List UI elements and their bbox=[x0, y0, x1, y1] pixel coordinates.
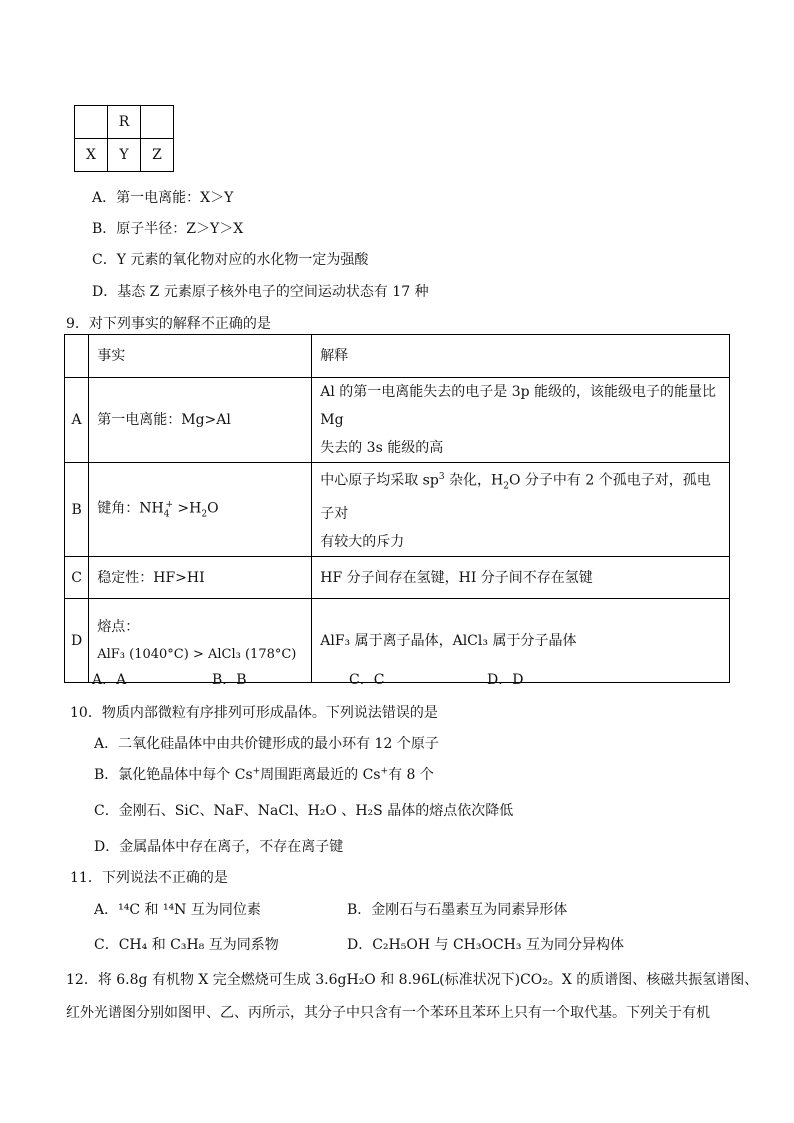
row-explain bbox=[312, 463, 730, 557]
fact-title: 熔点： bbox=[97, 618, 140, 635]
q9-choice-d: D．D bbox=[487, 672, 524, 688]
q9-choice-b: B．B bbox=[212, 672, 247, 688]
fact-text: >H bbox=[172, 500, 202, 517]
grid-cell-z: Z bbox=[141, 139, 174, 172]
q9-table bbox=[64, 334, 730, 683]
q12-line-2: 红外光谱图分别如图甲、乙、丙所示，其分子中只含有一个苯环且苯环上只有一个取代基。下列关于有机 bbox=[66, 1005, 710, 1021]
q8-option-c: C．Y 元素的氧化物对应的水化物一定为强酸 bbox=[92, 252, 369, 268]
explain-text: O 分子中有 2 个孤电子对，孤电子对 bbox=[320, 472, 711, 523]
grid-cell-y: Y bbox=[108, 139, 141, 172]
row-explain: HF 分子间存在氢键，HI 分子间不存在氢键 bbox=[312, 557, 730, 599]
grid-cell bbox=[75, 106, 108, 139]
q9-stem: 9．对下列事实的解释不正确的是 bbox=[66, 316, 271, 332]
grid-cell-r: R bbox=[108, 106, 141, 139]
row-label: A bbox=[65, 378, 89, 463]
explain-text: 中心原子均采取 sp bbox=[320, 472, 439, 489]
row-label: D bbox=[65, 599, 89, 683]
q10-option-a: A．二氧化硅晶体中由共价键形成的最小环有 12 个原子 bbox=[94, 736, 439, 752]
option-text: 有 8 个 bbox=[388, 767, 434, 783]
header-explain: 解释 bbox=[312, 335, 730, 378]
row-label: C bbox=[65, 557, 89, 599]
q10-option-d: D．金属晶体中存在离子，不存在离子键 bbox=[94, 839, 344, 855]
q11-option-d: D．C₂H₅OH 与 CH₃OCH₃ 互为同分异构体 bbox=[347, 937, 624, 953]
grid-cell-x: X bbox=[75, 139, 108, 172]
row-explain-line: 失去的 3s 能级的高 bbox=[320, 440, 444, 456]
q8-option-b: B．原子半径：Z＞Y＞X bbox=[92, 221, 244, 237]
q8-option-a: A．第一电离能：X＞Y bbox=[92, 190, 234, 206]
option-text: 周围距离最近的 Cs bbox=[260, 767, 381, 783]
q11-stem: 11．下列说法不正确的是 bbox=[70, 870, 228, 886]
q11-option-b: B．金刚石与石墨素互为同素异形体 bbox=[347, 902, 568, 918]
row-explain bbox=[312, 378, 730, 463]
table-corner bbox=[65, 335, 89, 378]
periodic-grid bbox=[74, 105, 174, 172]
fact-text: O bbox=[207, 500, 219, 517]
option-text: B．氯化铯晶体中每个 Cs bbox=[94, 767, 253, 783]
q10-option-c: C．金刚石、SiC、NaF、NaCl、H₂O 、H₂S 晶体的熔点依次降低 bbox=[94, 803, 514, 819]
row-fact: 键角：$NH_4^+ >H_2O$ bbox=[89, 463, 312, 557]
table-row bbox=[65, 599, 730, 683]
fact-text: 键角：NH bbox=[97, 500, 164, 517]
header-fact: 事实 bbox=[89, 335, 312, 378]
row-explain-line: 中心原子均采取 $sp^3$ 杂化，$H_2O$ 分子中有 2 个孤电子对，孤电子对 bbox=[320, 472, 711, 523]
row-explain-line: 有较大的斥力 bbox=[320, 534, 405, 551]
explain-text: 杂化，H bbox=[444, 472, 504, 489]
grid-cell bbox=[141, 106, 174, 139]
fact-line: AlF₃ (1040°C) > AlCl₃ (178°C) bbox=[97, 646, 297, 662]
row-fact: 稳定性：HF>HI bbox=[89, 557, 312, 599]
q10-stem: 10．物质内部微粒有序排列可形成晶体。下列说法错误的是 bbox=[70, 705, 438, 721]
row-label: B bbox=[65, 463, 89, 557]
table-row bbox=[65, 557, 730, 599]
q11-option-a: A．¹⁴C 和 ¹⁴N 互为同位素 bbox=[94, 902, 261, 918]
q8-option-d: D．基态 Z 元素原子核外电子的空间运动状态有 17 种 bbox=[92, 284, 429, 300]
q10-option-b: B．氯化铯晶体中每个 Cs+周围距离最近的 Cs+有 8 个 bbox=[94, 766, 434, 783]
table-row bbox=[65, 463, 730, 557]
row-fact: 第一电离能：Mg>Al bbox=[89, 378, 312, 463]
q9-choice-c: C．C bbox=[349, 672, 385, 688]
row-explain-line: Al 的第一电离能失去的电子是 3p 能级的，该能级电子的能量比 Mg bbox=[320, 384, 717, 428]
q11-option-c: C．CH₄ 和 C₃H₈ 互为同系物 bbox=[94, 937, 279, 953]
row-explain: AlF₃ 属于离子晶体，AlCl₃ 属于分子晶体 bbox=[312, 599, 730, 683]
q12-line-1: 12．将 6.8g 有机物 X 完全燃烧可生成 3.6gH₂O 和 8.96L(标准状况下)CO₂。X 的质谱图、核磁共振氢谱图、 bbox=[66, 972, 759, 988]
q9-choice-a: A．A bbox=[92, 672, 127, 688]
table-row bbox=[65, 378, 730, 463]
